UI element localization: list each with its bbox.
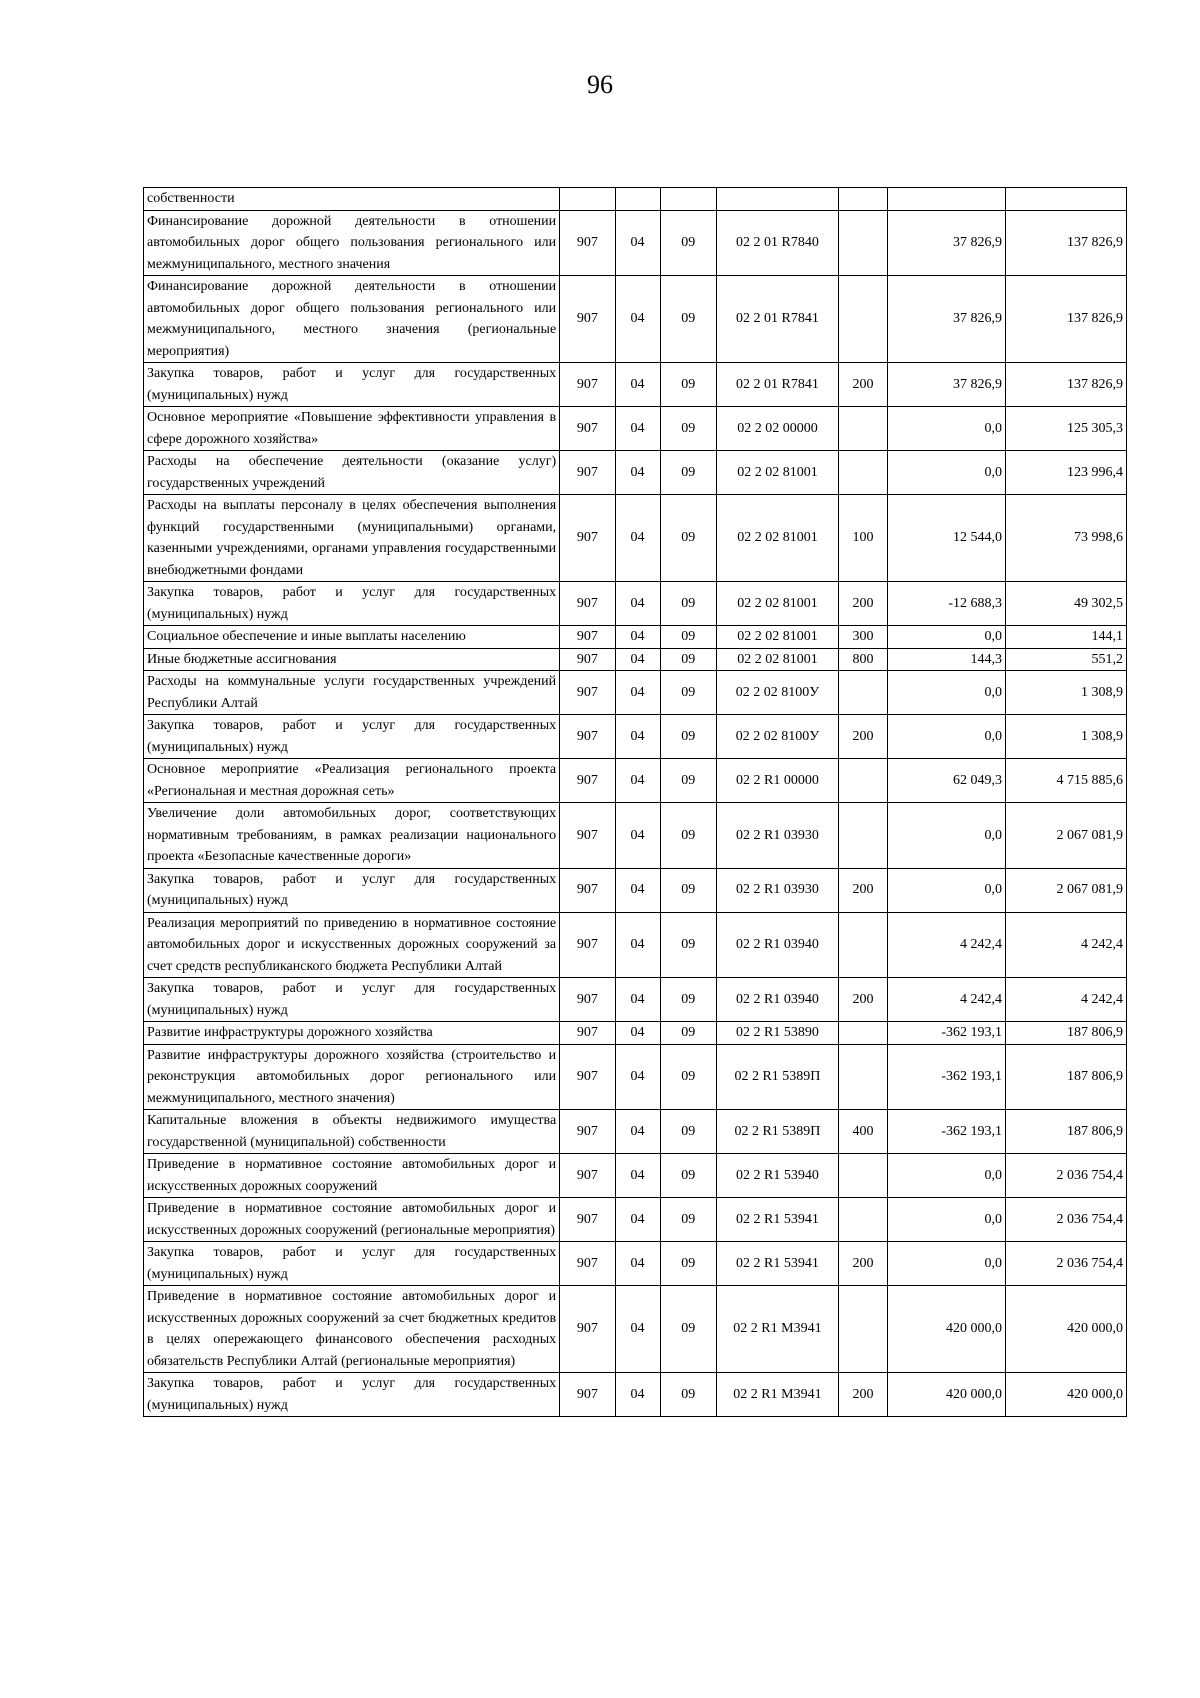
target-article-code-cell: 02 2 R1 M3941 (716, 1286, 838, 1373)
total-amount-cell: 123 996,4 (1006, 451, 1127, 495)
expense-type-code-cell (838, 671, 887, 715)
section-code-cell: 04 (615, 759, 660, 803)
total-amount-cell: 2 036 754,4 (1006, 1242, 1127, 1286)
change-amount-cell: 0,0 (888, 626, 1006, 649)
expense-name-cell: Социальное обеспечение и иные выплаты населению (144, 626, 560, 649)
total-amount-cell: 137 826,9 (1006, 210, 1127, 276)
expense-name-cell: Развитие инфраструктуры дорожного хозяйства (144, 1022, 560, 1045)
table-row (144, 648, 1127, 671)
expense-name-cell: Закупка товаров, работ и услуг для государственных (муниципальных) нужд (144, 868, 560, 912)
ministry-code-cell: 907 (560, 715, 615, 759)
table-row (144, 451, 1127, 495)
expense-type-code-cell: 200 (838, 978, 887, 1022)
table-row (144, 978, 1127, 1022)
total-amount-cell: 551,2 (1006, 648, 1127, 671)
expense-name-cell: Приведение в нормативное состояние автомобильных дорог и искусственных дорожных сооружений за счет бюджетных кредитов в целях опережающего финансового обеспечения расходных обязательств Республики Алтай (региональные мероприятия) (144, 1286, 560, 1373)
section-code-cell: 04 (615, 495, 660, 582)
total-amount-cell: 4 242,4 (1006, 978, 1127, 1022)
expense-type-code-cell: 200 (838, 1242, 887, 1286)
target-article-code-cell: 02 2 R1 5389П (716, 1044, 838, 1110)
expense-name-cell: Финансирование дорожной деятельности в отношении автомобильных дорог общего пользования регионального или межмуниципального, местного значения (региональные мероприятия) (144, 276, 560, 363)
expense-type-code-cell: 200 (838, 1373, 887, 1417)
section-code-cell: 04 (615, 1110, 660, 1154)
subsection-code-cell: 09 (660, 1154, 716, 1198)
expense-name-cell: Расходы на обеспечение деятельности (оказание услуг) государственных учреждений (144, 451, 560, 495)
change-amount-cell: 420 000,0 (888, 1373, 1006, 1417)
total-amount-cell: 125 305,3 (1006, 407, 1127, 451)
expense-name-cell: Иные бюджетные ассигнования (144, 648, 560, 671)
total-amount-cell: 4 715 885,6 (1006, 759, 1127, 803)
total-amount-cell: 187 806,9 (1006, 1044, 1127, 1110)
target-article-code-cell: 02 2 R1 53940 (716, 1154, 838, 1198)
section-code-cell: 04 (615, 868, 660, 912)
change-amount-cell (888, 188, 1006, 211)
change-amount-cell: 0,0 (888, 671, 1006, 715)
subsection-code-cell: 09 (660, 759, 716, 803)
ministry-code-cell: 907 (560, 1198, 615, 1242)
table-row (144, 210, 1127, 276)
target-article-code-cell: 02 2 02 81001 (716, 582, 838, 626)
change-amount-cell: 420 000,0 (888, 1286, 1006, 1373)
expense-name-cell: Закупка товаров, работ и услуг для государственных (муниципальных) нужд (144, 582, 560, 626)
expense-name-cell: Закупка товаров, работ и услуг для государственных (муниципальных) нужд (144, 363, 560, 407)
expense-type-code-cell (838, 759, 887, 803)
subsection-code-cell (660, 188, 716, 211)
ministry-code-cell: 907 (560, 1373, 615, 1417)
expense-name-cell: Развитие инфраструктуры дорожного хозяйства (строительство и реконструкция автомобильных дорог регионального или межмуниципального, местного значения) (144, 1044, 560, 1110)
section-code-cell: 04 (615, 912, 660, 978)
subsection-code-cell: 09 (660, 1044, 716, 1110)
section-code-cell: 04 (615, 978, 660, 1022)
expense-type-code-cell: 400 (838, 1110, 887, 1154)
ministry-code-cell: 907 (560, 276, 615, 363)
subsection-code-cell: 09 (660, 1198, 716, 1242)
table-row (144, 1198, 1127, 1242)
table-row (144, 759, 1127, 803)
section-code-cell: 04 (615, 1286, 660, 1373)
target-article-code-cell: 02 2 R1 00000 (716, 759, 838, 803)
subsection-code-cell: 09 (660, 1242, 716, 1286)
expense-type-code-cell (838, 803, 887, 869)
target-article-code-cell: 02 2 02 81001 (716, 648, 838, 671)
expense-name-cell: Финансирование дорожной деятельности в отношении автомобильных дорог общего пользования регионального или межмуниципального, местного значения (144, 210, 560, 276)
table-row (144, 1154, 1127, 1198)
change-amount-cell: 37 826,9 (888, 276, 1006, 363)
target-article-code-cell: 02 2 R1 03940 (716, 978, 838, 1022)
target-article-code-cell: 02 2 02 81001 (716, 495, 838, 582)
change-amount-cell: 37 826,9 (888, 363, 1006, 407)
expense-name-cell: Закупка товаров, работ и услуг для государственных (муниципальных) нужд (144, 1242, 560, 1286)
ministry-code-cell: 907 (560, 1286, 615, 1373)
expense-name-cell: Капитальные вложения в объекты недвижимого имущества государственной (муниципальной) собственности (144, 1110, 560, 1154)
section-code-cell: 04 (615, 648, 660, 671)
expense-name-cell: Основное мероприятие «Повышение эффективности управления в сфере дорожного хозяйства» (144, 407, 560, 451)
section-code-cell: 04 (615, 363, 660, 407)
expense-type-code-cell (838, 276, 887, 363)
section-code-cell: 04 (615, 210, 660, 276)
ministry-code-cell: 907 (560, 759, 615, 803)
target-article-code-cell: 02 2 R1 53890 (716, 1022, 838, 1045)
section-code-cell (615, 188, 660, 211)
expense-type-code-cell (838, 1198, 887, 1242)
subsection-code-cell: 09 (660, 1110, 716, 1154)
total-amount-cell: 144,1 (1006, 626, 1127, 649)
target-article-code-cell: 02 2 02 81001 (716, 626, 838, 649)
total-amount-cell: 187 806,9 (1006, 1022, 1127, 1045)
table-row (144, 868, 1127, 912)
table-row (144, 1373, 1127, 1417)
change-amount-cell: 0,0 (888, 1198, 1006, 1242)
target-article-code-cell: 02 2 02 81001 (716, 451, 838, 495)
section-code-cell: 04 (615, 1022, 660, 1045)
subsection-code-cell: 09 (660, 912, 716, 978)
change-amount-cell: 12 544,0 (888, 495, 1006, 582)
target-article-code-cell: 02 2 02 00000 (716, 407, 838, 451)
page-number: 96 (587, 70, 613, 99)
target-article-code-cell: 02 2 R1 53941 (716, 1242, 838, 1286)
subsection-code-cell: 09 (660, 648, 716, 671)
section-code-cell: 04 (615, 451, 660, 495)
section-code-cell: 04 (615, 671, 660, 715)
subsection-code-cell: 09 (660, 210, 716, 276)
expense-name-cell: Расходы на коммунальные услуги государственных учреждений Республики Алтай (144, 671, 560, 715)
total-amount-cell: 2 067 081,9 (1006, 803, 1127, 869)
ministry-code-cell: 907 (560, 912, 615, 978)
subsection-code-cell: 09 (660, 803, 716, 869)
expense-name-cell: Закупка товаров, работ и услуг для государственных (муниципальных) нужд (144, 1373, 560, 1417)
section-code-cell: 04 (615, 1373, 660, 1417)
table-row (144, 188, 1127, 211)
total-amount-cell: 420 000,0 (1006, 1373, 1127, 1417)
total-amount-cell: 73 998,6 (1006, 495, 1127, 582)
target-article-code-cell: 02 2 R1 03930 (716, 868, 838, 912)
expense-type-code-cell (838, 407, 887, 451)
ministry-code-cell: 907 (560, 648, 615, 671)
ministry-code-cell: 907 (560, 582, 615, 626)
expense-name-cell: Расходы на выплаты персоналу в целях обеспечения выполнения функций государственными (муниципальными) органами, казенными учреждениями, органами управления государственными внебюджетными фондами (144, 495, 560, 582)
table-row (144, 1022, 1127, 1045)
expense-name-cell: Реализация мероприятий по приведению в нормативное состояние автомобильных дорог и искусственных дорожных сооружений за счет средств республиканского бюджета Республики Алтай (144, 912, 560, 978)
ministry-code-cell (560, 188, 615, 211)
total-amount-cell: 4 242,4 (1006, 912, 1127, 978)
section-code-cell: 04 (615, 407, 660, 451)
table-row (144, 715, 1127, 759)
expense-type-code-cell (838, 451, 887, 495)
change-amount-cell: 0,0 (888, 407, 1006, 451)
ministry-code-cell: 907 (560, 868, 615, 912)
table-row (144, 671, 1127, 715)
target-article-code-cell: 02 2 R1 M3941 (716, 1373, 838, 1417)
expense-name-cell: Увеличение доли автомобильных дорог, соответствующих нормативным требованиям, в рамках реализации национального проекта «Безопасные качественные дороги» (144, 803, 560, 869)
section-code-cell: 04 (615, 715, 660, 759)
target-article-code-cell: 02 2 R1 03930 (716, 803, 838, 869)
target-article-code-cell: 02 2 01 R7841 (716, 276, 838, 363)
target-article-code-cell: 02 2 01 R7840 (716, 210, 838, 276)
table-row (144, 495, 1127, 582)
table-row (144, 626, 1127, 649)
expense-name-cell: Закупка товаров, работ и услуг для государственных (муниципальных) нужд (144, 978, 560, 1022)
total-amount-cell: 1 308,9 (1006, 715, 1127, 759)
change-amount-cell: 0,0 (888, 451, 1006, 495)
table-row (144, 276, 1127, 363)
section-code-cell: 04 (615, 582, 660, 626)
budget-table-body (144, 188, 1127, 1417)
expense-name-cell: Приведение в нормативное состояние автомобильных дорог и искусственных дорожных сооружений (144, 1154, 560, 1198)
ministry-code-cell: 907 (560, 978, 615, 1022)
change-amount-cell: -12 688,3 (888, 582, 1006, 626)
table-row (144, 363, 1127, 407)
table-row (144, 582, 1127, 626)
target-article-code-cell: 02 2 02 8100У (716, 715, 838, 759)
budget-table (143, 187, 1127, 1417)
table-row (144, 803, 1127, 869)
ministry-code-cell: 907 (560, 1242, 615, 1286)
total-amount-cell (1006, 188, 1127, 211)
expense-type-code-cell: 100 (838, 495, 887, 582)
expense-name-cell: Закупка товаров, работ и услуг для государственных (муниципальных) нужд (144, 715, 560, 759)
target-article-code-cell: 02 2 R1 5389П (716, 1110, 838, 1154)
subsection-code-cell: 09 (660, 495, 716, 582)
expense-type-code-cell (838, 1022, 887, 1045)
expense-type-code-cell: 200 (838, 868, 887, 912)
expense-type-code-cell: 300 (838, 626, 887, 649)
subsection-code-cell: 09 (660, 363, 716, 407)
ministry-code-cell: 907 (560, 1110, 615, 1154)
ministry-code-cell: 907 (560, 1044, 615, 1110)
total-amount-cell: 420 000,0 (1006, 1286, 1127, 1373)
total-amount-cell: 2 067 081,9 (1006, 868, 1127, 912)
target-article-code-cell: 02 2 02 8100У (716, 671, 838, 715)
change-amount-cell: 144,3 (888, 648, 1006, 671)
expense-type-code-cell: 200 (838, 582, 887, 626)
change-amount-cell: -362 193,1 (888, 1110, 1006, 1154)
ministry-code-cell: 907 (560, 363, 615, 407)
expense-name-cell: собственности (144, 188, 560, 211)
expense-type-code-cell: 200 (838, 715, 887, 759)
table-row (144, 1110, 1127, 1154)
expense-name-cell: Основное мероприятие «Реализация регионального проекта «Региональная и местная дорожная сеть» (144, 759, 560, 803)
subsection-code-cell: 09 (660, 1022, 716, 1045)
table-row (144, 912, 1127, 978)
expense-type-code-cell: 800 (838, 648, 887, 671)
ministry-code-cell: 907 (560, 1022, 615, 1045)
subsection-code-cell: 09 (660, 671, 716, 715)
subsection-code-cell: 09 (660, 978, 716, 1022)
subsection-code-cell: 09 (660, 868, 716, 912)
expense-type-code-cell (838, 1154, 887, 1198)
table-row (144, 1044, 1127, 1110)
expense-type-code-cell (838, 188, 887, 211)
total-amount-cell: 1 308,9 (1006, 671, 1127, 715)
total-amount-cell: 137 826,9 (1006, 363, 1127, 407)
total-amount-cell: 2 036 754,4 (1006, 1198, 1127, 1242)
change-amount-cell: -362 193,1 (888, 1044, 1006, 1110)
section-code-cell: 04 (615, 1242, 660, 1286)
ministry-code-cell: 907 (560, 803, 615, 869)
change-amount-cell: 0,0 (888, 803, 1006, 869)
subsection-code-cell: 09 (660, 276, 716, 363)
ministry-code-cell: 907 (560, 1154, 615, 1198)
ministry-code-cell: 907 (560, 210, 615, 276)
ministry-code-cell: 907 (560, 626, 615, 649)
ministry-code-cell: 907 (560, 451, 615, 495)
expense-name-cell: Приведение в нормативное состояние автомобильных дорог и искусственных дорожных сооружений (региональные мероприятия) (144, 1198, 560, 1242)
subsection-code-cell: 09 (660, 1373, 716, 1417)
expense-type-code-cell (838, 1286, 887, 1373)
section-code-cell: 04 (615, 276, 660, 363)
expense-type-code-cell (838, 912, 887, 978)
ministry-code-cell: 907 (560, 495, 615, 582)
change-amount-cell: 4 242,4 (888, 912, 1006, 978)
expense-type-code-cell: 200 (838, 363, 887, 407)
subsection-code-cell: 09 (660, 715, 716, 759)
target-article-code-cell: 02 2 R1 03940 (716, 912, 838, 978)
target-article-code-cell: 02 2 01 R7841 (716, 363, 838, 407)
subsection-code-cell: 09 (660, 626, 716, 649)
table-row (144, 407, 1127, 451)
section-code-cell: 04 (615, 1044, 660, 1110)
change-amount-cell: 0,0 (888, 1242, 1006, 1286)
subsection-code-cell: 09 (660, 582, 716, 626)
target-article-code-cell (716, 188, 838, 211)
subsection-code-cell: 09 (660, 407, 716, 451)
ministry-code-cell: 907 (560, 407, 615, 451)
total-amount-cell: 49 302,5 (1006, 582, 1127, 626)
total-amount-cell: 187 806,9 (1006, 1110, 1127, 1154)
change-amount-cell: 0,0 (888, 715, 1006, 759)
change-amount-cell: 37 826,9 (888, 210, 1006, 276)
change-amount-cell: -362 193,1 (888, 1022, 1006, 1045)
total-amount-cell: 2 036 754,4 (1006, 1154, 1127, 1198)
section-code-cell: 04 (615, 1198, 660, 1242)
total-amount-cell: 137 826,9 (1006, 276, 1127, 363)
table-row (144, 1286, 1127, 1373)
change-amount-cell: 0,0 (888, 1154, 1006, 1198)
target-article-code-cell: 02 2 R1 53941 (716, 1198, 838, 1242)
subsection-code-cell: 09 (660, 451, 716, 495)
table-row (144, 1242, 1127, 1286)
change-amount-cell: 0,0 (888, 868, 1006, 912)
change-amount-cell: 4 242,4 (888, 978, 1006, 1022)
section-code-cell: 04 (615, 626, 660, 649)
expense-type-code-cell (838, 1044, 887, 1110)
section-code-cell: 04 (615, 1154, 660, 1198)
section-code-cell: 04 (615, 803, 660, 869)
ministry-code-cell: 907 (560, 671, 615, 715)
expense-type-code-cell (838, 210, 887, 276)
subsection-code-cell: 09 (660, 1286, 716, 1373)
change-amount-cell: 62 049,3 (888, 759, 1006, 803)
